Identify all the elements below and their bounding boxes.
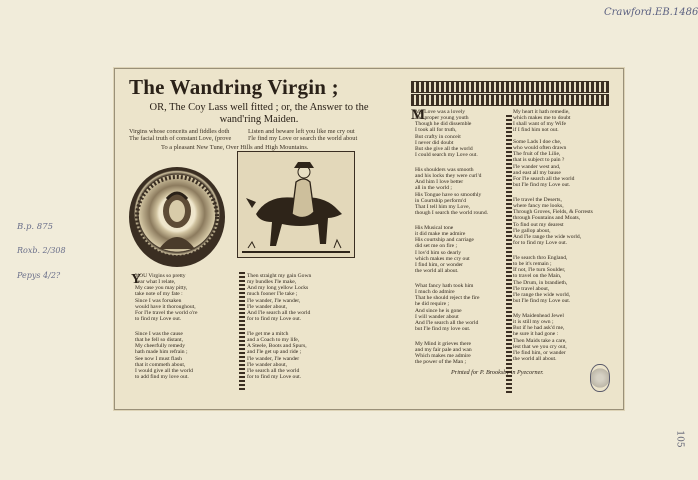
page-number: 105 [674,430,685,448]
verse-col4-stanza4: I'le search thro England, to be it's remain ; If not, I'le turn Soulder, to travel on the Main, The Drum, in brandieth, I'le travel about, I'le range the wide world, but I'le find my Love out. [513,255,571,305]
ref-note-roxb: Roxb. 2/308 [17,246,66,255]
dropcap-y: Y [131,272,142,287]
verse-col1-stanza2: Since I was the cause that he fell so distant, My cheerfully remedy hath made him refrain ; See now I must flash that it commeth about, I would give all the world to add find my love out. [135,331,193,381]
verse-col2-stanza2: I'le get me a mitch and a Coach to my life, A Steele, Boots and Spurs, and I'le get up and ride ; I'le wander, I'le wander I'le wander about, I'le search all the world for to find my Love out. [247,331,307,381]
tune-note-right: Listen and beware left you like me cry out I'le find my Love or search the world about [248,128,358,143]
verse-col4-stanza1: My heart it hath remedie, which makes me to doubt I shall want of my Wife if I find him not out. [513,109,571,134]
ballad-subtitle: OR, The Coy Lass well fitted ; or, the Answer to the wand'ring Maiden. [149,102,369,125]
column-ornament-top [411,81,609,93]
ref-note-bp: B.p. 875 [17,222,54,232]
verse-col1-stanza1: YOU Virgins so pretty bear what I relate, My case you may pitty, take note of my fate : Since I was forsaken would have it thoroughout, For I'le travel the world o're to find my Love out. [135,273,198,323]
vertical-ornament-1 [239,272,245,390]
vertical-ornament-2 [506,115,512,393]
portrait-woodcut [129,167,225,267]
verse-col4-stanza5: My Maidenhead Jewel it is still my own ; But if he had ask'd me, he sure it had gone : Then Maids take a care, lest that we you cry out, I'le find him, or wander the world all about. [513,313,567,363]
verse-col3-stanza2: His shoulders was smooth and his locks they were curl'd And him I love better all in the world ; His Tongue have so smoothly in Courtship perform'd That I tell him my Love, though I search the world round. [415,167,489,217]
library-stamp [590,364,610,392]
verse-col3-stanza4: What fancy hath took him I much do admire That he should reject the fire he did require ; And since he is gone I will wander about And I'le search all the world but I'le find my love out. [415,283,480,333]
verse-col3-stanza5: My Mind it grieves there and my fair pale and wan Which makes me admire the power of the Man ; [415,341,472,366]
column-ornament-second [411,94,609,106]
verse-col3-stanza1: My Love was a lovely and proper young youth Though he did dissemble I took all for truth, But crafty in conceit I never did doubt But she give all the world I could search my Love out. [415,109,478,159]
rider-woodcut [237,151,355,258]
dropcap-m: M [411,107,426,123]
broadside-sheet [114,68,624,410]
shelfmark-note: Crawford.EB.1486 [604,7,698,18]
verse-col4-stanza3: I'le travel the Deserts, where fancy me looks, Through Groves, Fields, & Forrests through Fountains and Moats, To find out my dearest I'le gallop about, And I'le range the wide world, for to find my Love out. [513,197,593,247]
printer-imprint: Printed for P. Brooksby in Pyecorner. [451,369,544,376]
verse-col4-stanza2: Some Lads I doe che, who would often drawn The fruit of the Lilie, that is subject to pain ? I'le wander west and, and east all my bause For I'le search all the world but I'le find my Love out. [513,139,575,189]
ballad-title: The Wandring Virgin ; [129,75,339,99]
ref-note-pepys: Pepys 4/2? [17,271,61,280]
verse-col3-stanza3: His Musical tone it did make me admire His courtship and carriage did set me on fire ; I lov'd him so dearly which makes me cry out I find him, or wonder the world all about. [415,225,474,275]
tune-line: To a pleasant New Tune, Over Hills and High Mountains. [161,144,309,151]
tune-note-left: Virgins whose conceits and fiddles doth The facial truth of constant Love, (prove [129,128,232,143]
verse-col2-stanza1: Then straight my gain Gown my bundles I'le make, And my long yellow Locks much fooner I'le take ; I'le wander, I'le wander, I'le wander about, And I'le search all the world for to find my Love out. [247,273,312,323]
